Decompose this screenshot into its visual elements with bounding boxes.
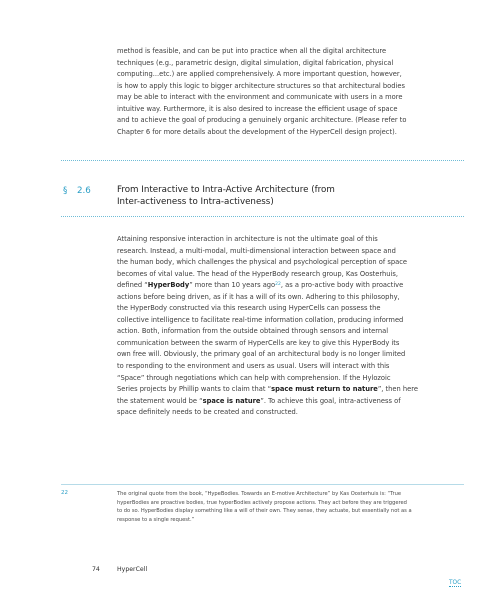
text-line: becomes of vital value. The head of the HyperBody research group, Kas Oosterhuis, (117, 269, 398, 278)
text-run: defined “ (117, 281, 148, 290)
section-title-line: From Interactive to Intra-Active Architecture (from (117, 185, 335, 195)
text-line: communication between the swarm of HyperCells are key to give this HyperBody its (117, 338, 400, 347)
text-run: ”. To achieve this goal, intra-activeness of (260, 396, 401, 405)
footnote-line: hyperBodies are proactive bodies, true hyperBodies actively propose actions. They act before they are triggered (117, 499, 407, 506)
text-line (117, 384, 418, 396)
section-title (117, 185, 407, 209)
text-run: ”, then here (377, 385, 418, 394)
body-paragraph (117, 234, 418, 419)
section-bottom-rule (61, 216, 464, 217)
text-line: Chapter 6 for more details about the development of the HyperCell design project). (117, 127, 397, 136)
text-line (117, 280, 404, 292)
footnote-text (117, 490, 437, 524)
section-number: 2.6 (77, 186, 91, 196)
page-number: 74 (92, 566, 100, 573)
text-line: research. Instead, a multi-modal, multi-dimensional interaction between space and (117, 246, 396, 255)
section-top-rule (61, 160, 464, 161)
footnote-reference-link[interactable]: 22 (275, 282, 281, 288)
emphasis-space-is-nature: space is nature (202, 396, 261, 405)
toc-link[interactable]: TOC (449, 580, 462, 586)
text-line: collective intelligence to facilitate real-time information collation, producing informed (117, 315, 404, 324)
footnote-line: to do so. HyperBodies display something like a will of their own. They sense, they actuate, but essentially not as a (117, 508, 412, 515)
text-run: ” more than 10 years ago (189, 281, 276, 290)
section-mark: § (63, 186, 68, 196)
text-line: Attaining responsive interaction in architecture is not the ultimate goal of this (117, 235, 378, 243)
footnote-line: The original quote from the book, “HypeBodies. Towards an E-motive Architecture” by Kas Oosterhuis is: “True (117, 491, 402, 497)
emphasis-hyperbody: HyperBody (147, 281, 190, 290)
footnote-line: response to a single request.” (117, 516, 195, 523)
footnote-number: 22 (61, 490, 68, 496)
text-line: techniques (e.g., parametric design, digital simulation, digital fabrication, physical (117, 58, 394, 67)
text-run: the statement would be “ (117, 396, 203, 405)
text-line: to responding to the environment and users as usual. Users will interact with this (117, 362, 390, 371)
text-line: is how to apply this logic to bigger architecture structures so that architectural bodies (117, 81, 405, 90)
text-line: actions before being driven, as if it has a will of its own. Adhering to this philosophy, (117, 292, 400, 301)
text-line: “Space” through negotiations which can help with comprehension. If the Hylozoic (117, 373, 391, 382)
intro-paragraph (117, 46, 407, 138)
text-line (117, 396, 401, 408)
text-line: space definitely needs to be created and constructed. (117, 408, 298, 417)
running-title: HyperCell (117, 566, 148, 573)
text-line: the HyperBody constructed via this research using HyperCells can possess the (117, 304, 381, 313)
emphasis-space-must-return: space must return to nature (271, 385, 378, 394)
section-title-line: Inter-activeness to Intra-activeness) (117, 196, 274, 207)
text-line: the human body, which challenges the physical and psychological perception of space (117, 258, 407, 267)
text-line: computing...etc.) are applied comprehensively. A more important question, however, (117, 70, 402, 79)
text-line: method is feasible, and can be put into practice when all the digital architecture (117, 47, 387, 55)
text-line: intuitive way. Furthermore, it is also desired to increase the efficient usage of space (117, 104, 398, 113)
footnote-rule (61, 484, 464, 485)
text-run: Series projects by Phillip wants to claim that “ (117, 385, 272, 394)
text-line: own free will. Obviously, the primary goal of an architectural body is no longer limited (117, 350, 406, 359)
text-line: action. Both, information from the outside obtained through sensors and internal (117, 327, 389, 336)
text-line: and to achieve the goal of producing a genuinely organic architecture. (Please refer to (117, 116, 407, 125)
text-line: may be able to interact with the environment and communicate with users in a more (117, 93, 403, 102)
text-run: , as a pro-active body with proactive (280, 281, 404, 290)
